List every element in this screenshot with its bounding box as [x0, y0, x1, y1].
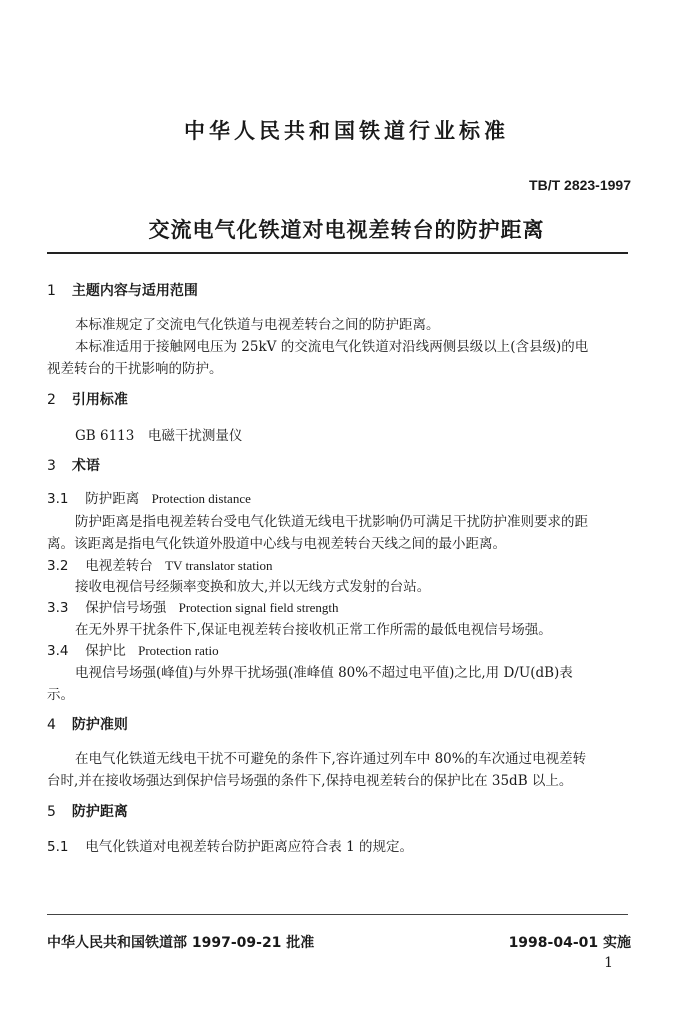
clause-text: 电气化铁道对电视差转台防护距离应符合表 1 的规定。	[85, 839, 413, 855]
term-cn: 保护信号场强	[85, 600, 167, 616]
clause-number: 5.1	[47, 839, 69, 855]
term-number: 3.3	[47, 600, 69, 616]
issue-info: 中华人民共和国铁道部 1997-09-21 批准	[47, 935, 315, 951]
paragraph: 示。	[47, 687, 74, 703]
paragraph: 接收电视信号经频率变换和放大,并以无线方式发射的台站。	[75, 579, 431, 595]
paragraph: 本标准适用于接触网电压为 25kV 的交流电气化铁道对沿线两侧县级以上(含县级)的电	[75, 339, 589, 355]
section-title: 术语	[71, 458, 100, 474]
section-title: 引用标准	[71, 392, 128, 408]
org-title: 中华人民共和国铁道行业标准	[184, 119, 509, 143]
term-number: 3.1	[47, 491, 69, 507]
section-5-heading	[47, 801, 128, 821]
paragraph: 电视信号场强(峰值)与外界干扰场强(准峰值 80%不超过电平值)之比,用 D/U(dB)表	[75, 665, 573, 681]
paragraph: 视差转台的干扰影响的防护。	[47, 361, 223, 377]
section-title: 防护距离	[71, 804, 128, 820]
term-en: Protection distance	[151, 491, 251, 506]
term-en: Protection ratio	[138, 643, 219, 658]
section-number: 4	[47, 717, 56, 733]
section-4-heading	[47, 714, 128, 734]
reference-item: GB 6113 电磁干扰测量仪	[75, 428, 243, 444]
term-3-2	[47, 554, 272, 574]
document-title: 交流电气化铁道对电视差转台的防护距离	[148, 218, 545, 242]
paragraph: 本标准规定了交流电气化铁道与电视差转台之间的防护距离。	[75, 317, 440, 333]
section-2-heading	[47, 389, 128, 409]
section-number: 5	[47, 804, 56, 820]
effective-date: 1998-04-01 实施	[508, 935, 631, 951]
paragraph: 在无外界干扰条件下,保证电视差转台接收机正常工作所需的最低电视信号场强。	[75, 622, 552, 638]
clause-5-1	[47, 835, 413, 855]
section-title: 主题内容与适用范围	[71, 283, 198, 299]
title-divider	[47, 252, 628, 254]
footer-divider	[47, 914, 628, 915]
term-3-4	[47, 639, 219, 659]
term-number: 3.4	[47, 643, 69, 659]
section-title: 防护准则	[71, 717, 128, 733]
paragraph: 台时,并在接收场强达到保护信号场强的条件下,保持电视差转台的保护比在 35dB 以上。	[47, 773, 573, 789]
section-number: 2	[47, 392, 56, 408]
standard-code: TB/T 2823-1997	[529, 177, 631, 193]
section-3-heading	[47, 455, 100, 475]
section-number: 3	[47, 458, 56, 474]
term-3-1	[47, 487, 251, 507]
page-number: 1	[604, 955, 613, 971]
term-cn: 电视差转台	[85, 558, 153, 574]
section-1-heading	[47, 280, 198, 300]
term-3-3	[47, 596, 339, 616]
paragraph: 防护距离是指电视差转台受电气化铁道无线电干扰影响仍可满足干扰防护准则要求的距	[75, 514, 588, 530]
term-cn: 防护距离	[85, 491, 140, 507]
term-cn: 保护比	[85, 643, 126, 659]
term-en: Protection signal field strength	[178, 600, 339, 615]
term-en: TV translator station	[165, 558, 273, 573]
section-number: 1	[47, 283, 56, 299]
term-number: 3.2	[47, 558, 69, 574]
paragraph: 在电气化铁道无线电干扰不可避免的条件下,容许通过列车中 80%的车次通过电视差转	[75, 751, 587, 767]
paragraph: 离。该距离是指电气化铁道外股道中心线与电视差转台天线之间的最小距离。	[47, 536, 506, 552]
